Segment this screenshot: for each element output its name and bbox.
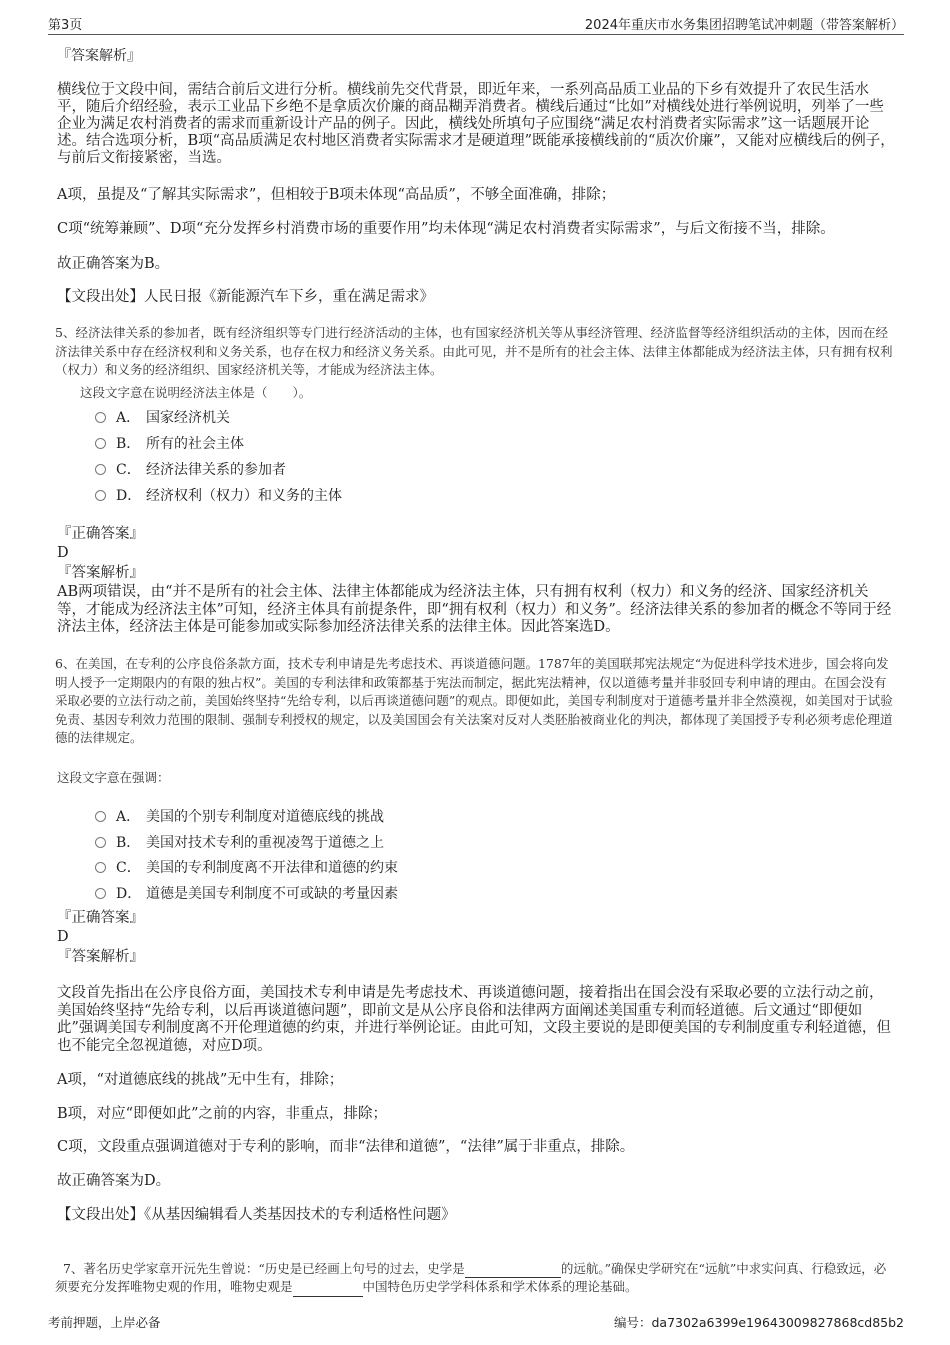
q5-correct-answer: D — [57, 545, 69, 561]
q6-option-a[interactable]: A． 美国的个别专利制度对道德底线的挑战 — [95, 806, 384, 826]
q6-correct-label: 『正确答案』 — [57, 910, 144, 926]
q6-option-b[interactable]: B． 美国对技术专利的重视凌驾于道德之上 — [95, 832, 384, 852]
q5-stem: 5、经济法律关系的参加者，既有经济组织等专门进行经济活动的主体，也有国家经济机关等从事经济管理、经济监督等经济组织活动的主体，因而在经济法律关系中存在经济权利和义务关系，也存在权力和经济义务关系。由此可见，并不是所有的社会主体、法律主体都能成为经济法主体，只有拥有权利（权力）和义务的经济组织、国家经济机关等，才能成为经济法主体。 — [55, 325, 893, 377]
q4-option-a-explanation: A项，虽提及“了解其实际需求”，但相较于B项未体现“高品质”，不够全面准确，排除； — [57, 187, 616, 203]
q7-stem: 7、著名历史学家章开沅先生曾说：“历史是已经画上句号的过去，史学是 的远航。”确保史学研究在“远航”中求实问真、行稳致远，必须要充分发挥唯物史观的作用，唯物史观是 中国特色历史学学科体系和学术体系的理论基础。 — [55, 1241, 897, 1297]
q4-source: 【文段出处】人民日报《新能源汽车下乡，重在满足需求》 — [57, 289, 434, 305]
q6-analysis-text: 文段首先指出在公序良俗方面，美国技术专利申请是先考虑技术、再谈道德问题，接着指出在国会没有采取必要的立法行动之前，美国始终坚持“先给专利，以后再谈道德问题”，即前文是从公序良俗和法律两方面阐述美国重专利而轻道德。后文通过“即便如此”强调美国专利制度离不开伦理道德的约束，并进行举例论证。由此可知，文段主要说的是即便美国的专利制度重专利轻道德，但也不能完全忽视道德，对应D项。 — [57, 985, 891, 1054]
q7-blank-2[interactable] — [293, 1284, 363, 1297]
q6-source: 【文段出处】《从基因编辑看人类基因技术的专利适格性问题》 — [57, 1207, 456, 1223]
q4-analysis-text: 横线位于文段中间，需结合前后文进行分析。横线前先交代背景，即近年来，一系列高品质工业品的下乡有效提升了农民生活水平，随后介绍经验，表示工业品下乡绝不是拿质次价廉的商品糊弄消费者。横线后通过“比如”对横线处进行举例说明，列举了一些企业为满足农村消费者的需求而重新设计产品的例子。因此，横线处所填句子应围绕“满足农村消费者实际需求”这一话题展开论述。结合选项分析，B项“高品质满足农村地区消费者实际需求才是硬道理”既能承接横线前的“质次价廉”，又能对应横线后的例子，与前后文衔接紧密，当选。 — [57, 82, 895, 166]
radio-icon[interactable] — [95, 412, 106, 423]
q6-option-b-explanation: B项，对应“即便如此”之前的内容，非重点，排除； — [57, 1106, 387, 1122]
radio-icon[interactable] — [95, 464, 106, 475]
page-header — [48, 12, 904, 35]
q6-question: 这段文字意在强调： — [57, 770, 170, 785]
q5-option-a[interactable]: A． 国家经济机关 — [95, 407, 230, 427]
radio-icon[interactable] — [95, 837, 106, 848]
q6-option-a-explanation: A项，“对道德底线的挑战”无中生有，排除； — [57, 1072, 344, 1088]
radio-icon[interactable] — [95, 862, 106, 873]
q5-question: 这段文字意在说明经济法主体是（ ）。 — [80, 385, 312, 400]
q6-option-c[interactable]: C． 美国的专利制度离不开法律和道德的约束 — [95, 857, 398, 877]
radio-icon[interactable] — [95, 888, 106, 899]
q6-option-d[interactable]: D． 道德是美国专利制度不可或缺的考量因素 — [95, 883, 398, 903]
q5-option-d[interactable]: D． 经济权利（权力）和义务的主体 — [95, 485, 342, 505]
document-id: 编号：da7302a6399e19643009827868cd85b2 — [613, 1315, 904, 1330]
radio-icon[interactable] — [95, 438, 106, 449]
q4-option-cd-explanation: C项“统筹兼顾”、D项“充分发挥乡村消费市场的重要作用”均未体现“满足农村消费者实际需求”，与后文衔接不当，排除。 — [57, 221, 835, 237]
q5-correct-label: 『正确答案』 — [57, 526, 144, 542]
q5-option-c[interactable]: C． 经济法律关系的参加者 — [95, 459, 286, 479]
q4-conclusion: 故正确答案为B。 — [57, 256, 170, 272]
radio-icon[interactable] — [95, 811, 106, 822]
document-title: 2024年重庆市水务集团招聘笔试冲刺题（带答案解析） — [584, 18, 904, 33]
footer-slogan: 考前押题，上岸必备 — [48, 1315, 161, 1330]
page-footer — [48, 1313, 904, 1331]
radio-icon[interactable] — [95, 490, 106, 501]
page-number: 第3页 — [48, 18, 83, 33]
q4-analysis-label: 『答案解析』 — [57, 48, 141, 64]
q5-analysis-text: AB两项错误，由“并不是所有的社会主体、法律主体都能成为经济法主体，只有拥有权利（权力）和义务的经济、国家经济机关等，才能成为经济法主体”可知，经济主体具有前提条件，即“拥有权利（权力）和义务”。经济法律关系的参加者的概念不等同于经济法主体，经济法主体是可能参加或实际参加经济法律关系的法律主体。因此答案选D。 — [57, 584, 892, 635]
q7-blank-1[interactable] — [465, 1265, 561, 1278]
q6-analysis-label: 『答案解析』 — [57, 949, 144, 965]
q6-correct-answer: D — [57, 929, 69, 945]
q6-option-c-explanation: C项，文段重点强调道德对于专利的影响，而非“法律和道德”，“法律”属于非重点，排除。 — [57, 1139, 635, 1155]
q6-stem: 6、在美国，在专利的公序良俗条款方面，技术专利申请是先考虑技术、再谈道德问题。1787年的美国联邦宪法规定“为促进科学技术进步，国会将向发明人授予一定期限内的有限的独占权”。美国的专利法律和政策都基于宪法而制定，据此宪法精神，仅以道德考量并非驳回专利申请的理由。在国会没有采取必要的立法行动之前，美国始终坚持“先给专利，以后再谈道德问题”的观点。即便如此，美国专利制度对于道德考量并非全然漠视，如美国对于试验免责、基因专利效力范围的限制、强制专利授权的规定，以及美国国会有关法案对反对人类胚胎被商业化的判决，都体现了美国授予专利必须考虑伦理道德的法律规定。 — [55, 656, 893, 745]
q5-analysis-label: 『答案解析』 — [57, 565, 144, 581]
q6-conclusion: 故正确答案为D。 — [57, 1173, 171, 1189]
q5-option-b[interactable]: B． 所有的社会主体 — [95, 433, 244, 453]
